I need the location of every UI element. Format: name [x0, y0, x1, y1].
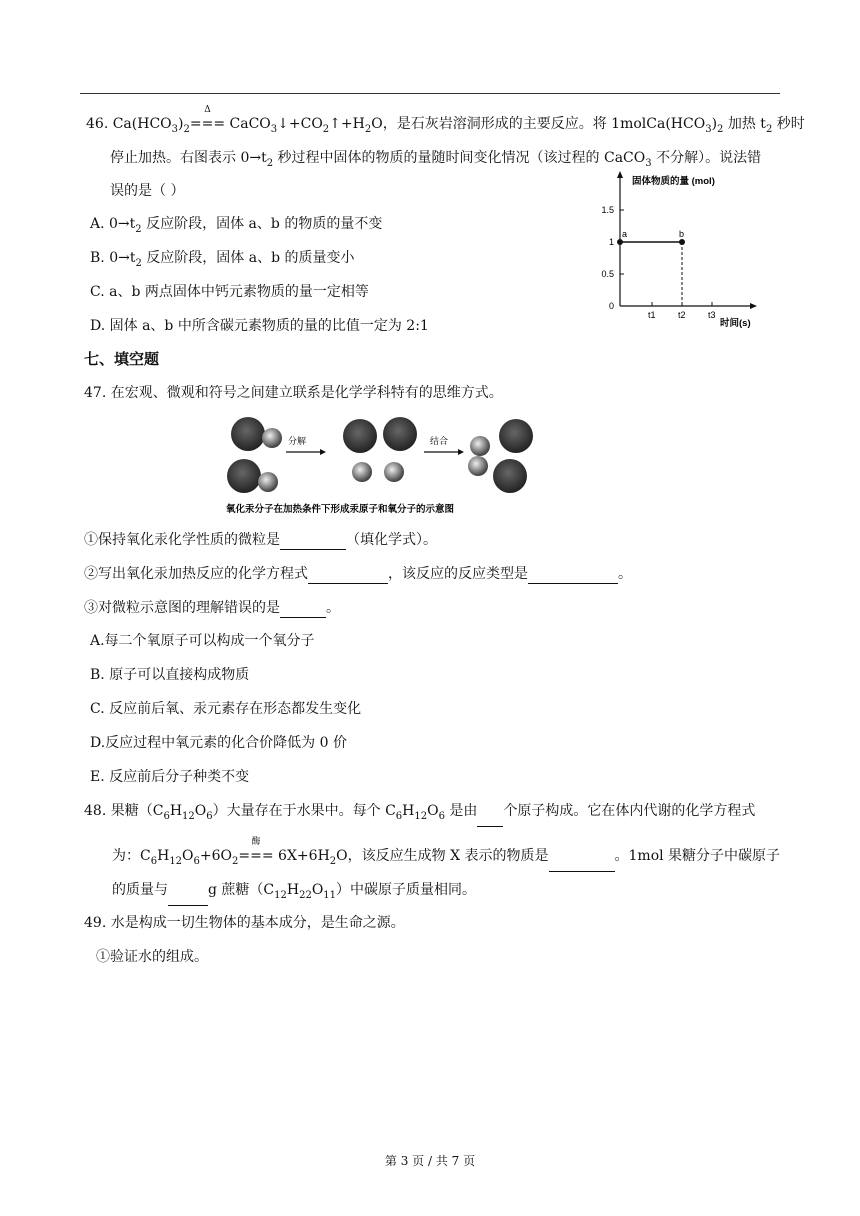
heat-arrow: Δ ===: [189, 105, 226, 132]
q47-choice-a: A.每二个氧原子可以构成一个氧分子: [90, 633, 315, 649]
point-label: b: [679, 229, 685, 239]
mercury-atom: [383, 417, 417, 451]
answer-blank[interactable]: [477, 812, 503, 827]
oxygen-atom: [468, 456, 488, 476]
mercury-atom: [227, 459, 261, 493]
oxygen-atom: [258, 472, 278, 492]
oxygen-atom: [470, 436, 490, 456]
answer-blank[interactable]: [308, 569, 388, 584]
q47-item3: ③对微粒示意图的理解错误的是 。: [84, 600, 340, 616]
answer-blank[interactable]: [280, 603, 326, 618]
answer-blank[interactable]: [280, 535, 346, 550]
mercury-atom: [499, 419, 533, 453]
q49-line2: ①验证水的组成。: [96, 949, 208, 965]
q46-option-a: A. $0\to t_2$ 反应阶段，固体 a、b 的物质的量不变: [90, 216, 383, 235]
q46-option-b: B. $0\to t_2$ 反应阶段，固体 a、b 的质量变小: [90, 250, 355, 269]
x-tick-label: t3: [708, 310, 716, 320]
x-tick-label: t2: [678, 310, 686, 320]
mercury-atom: [231, 417, 265, 451]
answer-blank[interactable]: [528, 569, 618, 584]
y-axis-label: 固体物质的量 (mol): [632, 176, 715, 187]
header-rule: [80, 93, 780, 94]
q48-line3: 的质量与 g 蔗糖$(C_{12}H_{22}O_{11})$中碳原子质量相同。: [112, 880, 476, 906]
x-axis-label: 时间(s): [720, 318, 751, 328]
q47-item2: ②写出氧化汞加热反应的化学方程式 ，该反应的反应类型是 。: [84, 566, 632, 582]
arrow-label-combine: 结合: [430, 436, 449, 446]
q46-line2: 停止加热。右图表示 $0\to t_2$ 秒过程中固体的物质的量随时间变化情况（该过程的 CaCO$_3$ 不分解）。说法错: [110, 150, 762, 169]
solid-amount-chart: [588, 168, 758, 328]
q48-line1: 48. 果糖$(C_6H_{12}O_6)$大量存在于水果中。每个 $C_6H_{12}O_6$ 是由 个原子构成。它在体内代谢的化学方程式: [84, 801, 755, 827]
x-axis-arrow: [750, 303, 757, 309]
q46-option-d: D. 固体 a、b 中所含碳元素物质的量的比值一定为 2:1: [90, 318, 429, 334]
oxygen-atom: [384, 462, 404, 482]
y-tick-label: 1.5: [601, 205, 614, 215]
oxygen-atom: [352, 462, 372, 482]
y-tick-label: 0: [608, 301, 614, 311]
q48-line2: 为：$C_6H_{12}O_6+6O_2$ 酶 === $6X+6H_2O$，该反应生成物 X 表示的物质是 。1mol 果糖分子中碳原子: [112, 846, 780, 872]
data-point: [617, 239, 623, 245]
q47-choice-e: E. 反应前后分子种类不变: [90, 769, 250, 785]
arrow-label-decompose: 分解: [288, 436, 307, 446]
q46-option-c: C. a、b 两点固体中钙元素物质的量一定相等: [90, 284, 369, 300]
q46-line3: 误的是（ ）: [110, 183, 185, 199]
data-point: [679, 239, 685, 245]
mercury-oxide-diagram: [222, 410, 542, 518]
oxygen-atom: [262, 428, 282, 448]
q47-choice-c: C. 反应前后氧、汞元素存在形态都发生变化: [90, 701, 362, 717]
y-axis-arrow: [617, 171, 623, 178]
page-footer: 第 3 页 / 共 7 页: [384, 1154, 476, 1168]
enzyme-arrow: 酶 ===: [238, 837, 274, 864]
mercury-atom: [343, 419, 377, 453]
q47-item1: ①保持氧化汞化学性质的微粒是 （填化学式）。: [84, 532, 437, 548]
q47-choice-b: B. 原子可以直接构成物质: [90, 667, 250, 683]
y-tick-label: 0.5: [601, 269, 614, 279]
q47-intro: 47. 在宏观、微观和符号之间建立联系是化学学科特有的思维方式。: [84, 385, 503, 401]
y-tick-label: 1: [608, 237, 614, 247]
x-tick-label: t1: [648, 310, 656, 320]
mercury-atom: [493, 459, 527, 493]
q47-choice-d: D.反应过程中氧元素的化合价降低为 0 价: [90, 735, 347, 751]
q46-line1: 46. $Ca(HCO_3)_2$ Δ === $CaCO_3↓+CO_2↑+H_2O$，是石灰岩溶洞形成的主要反应。将 $1molCa(HCO_3)_2$ 加热 $t_2$ 秒时: [86, 105, 805, 135]
section-heading: 七、填空题: [84, 350, 160, 368]
diagram-caption: 氧化汞分子在加热条件下形成汞原子和氧分子的示意图: [226, 504, 455, 515]
answer-blank[interactable]: [168, 891, 208, 906]
answer-blank[interactable]: [549, 857, 615, 872]
point-label: a: [622, 229, 628, 239]
q49-line1: 49. 水是构成一切生物体的基本成分，是生命之源。: [84, 915, 405, 931]
